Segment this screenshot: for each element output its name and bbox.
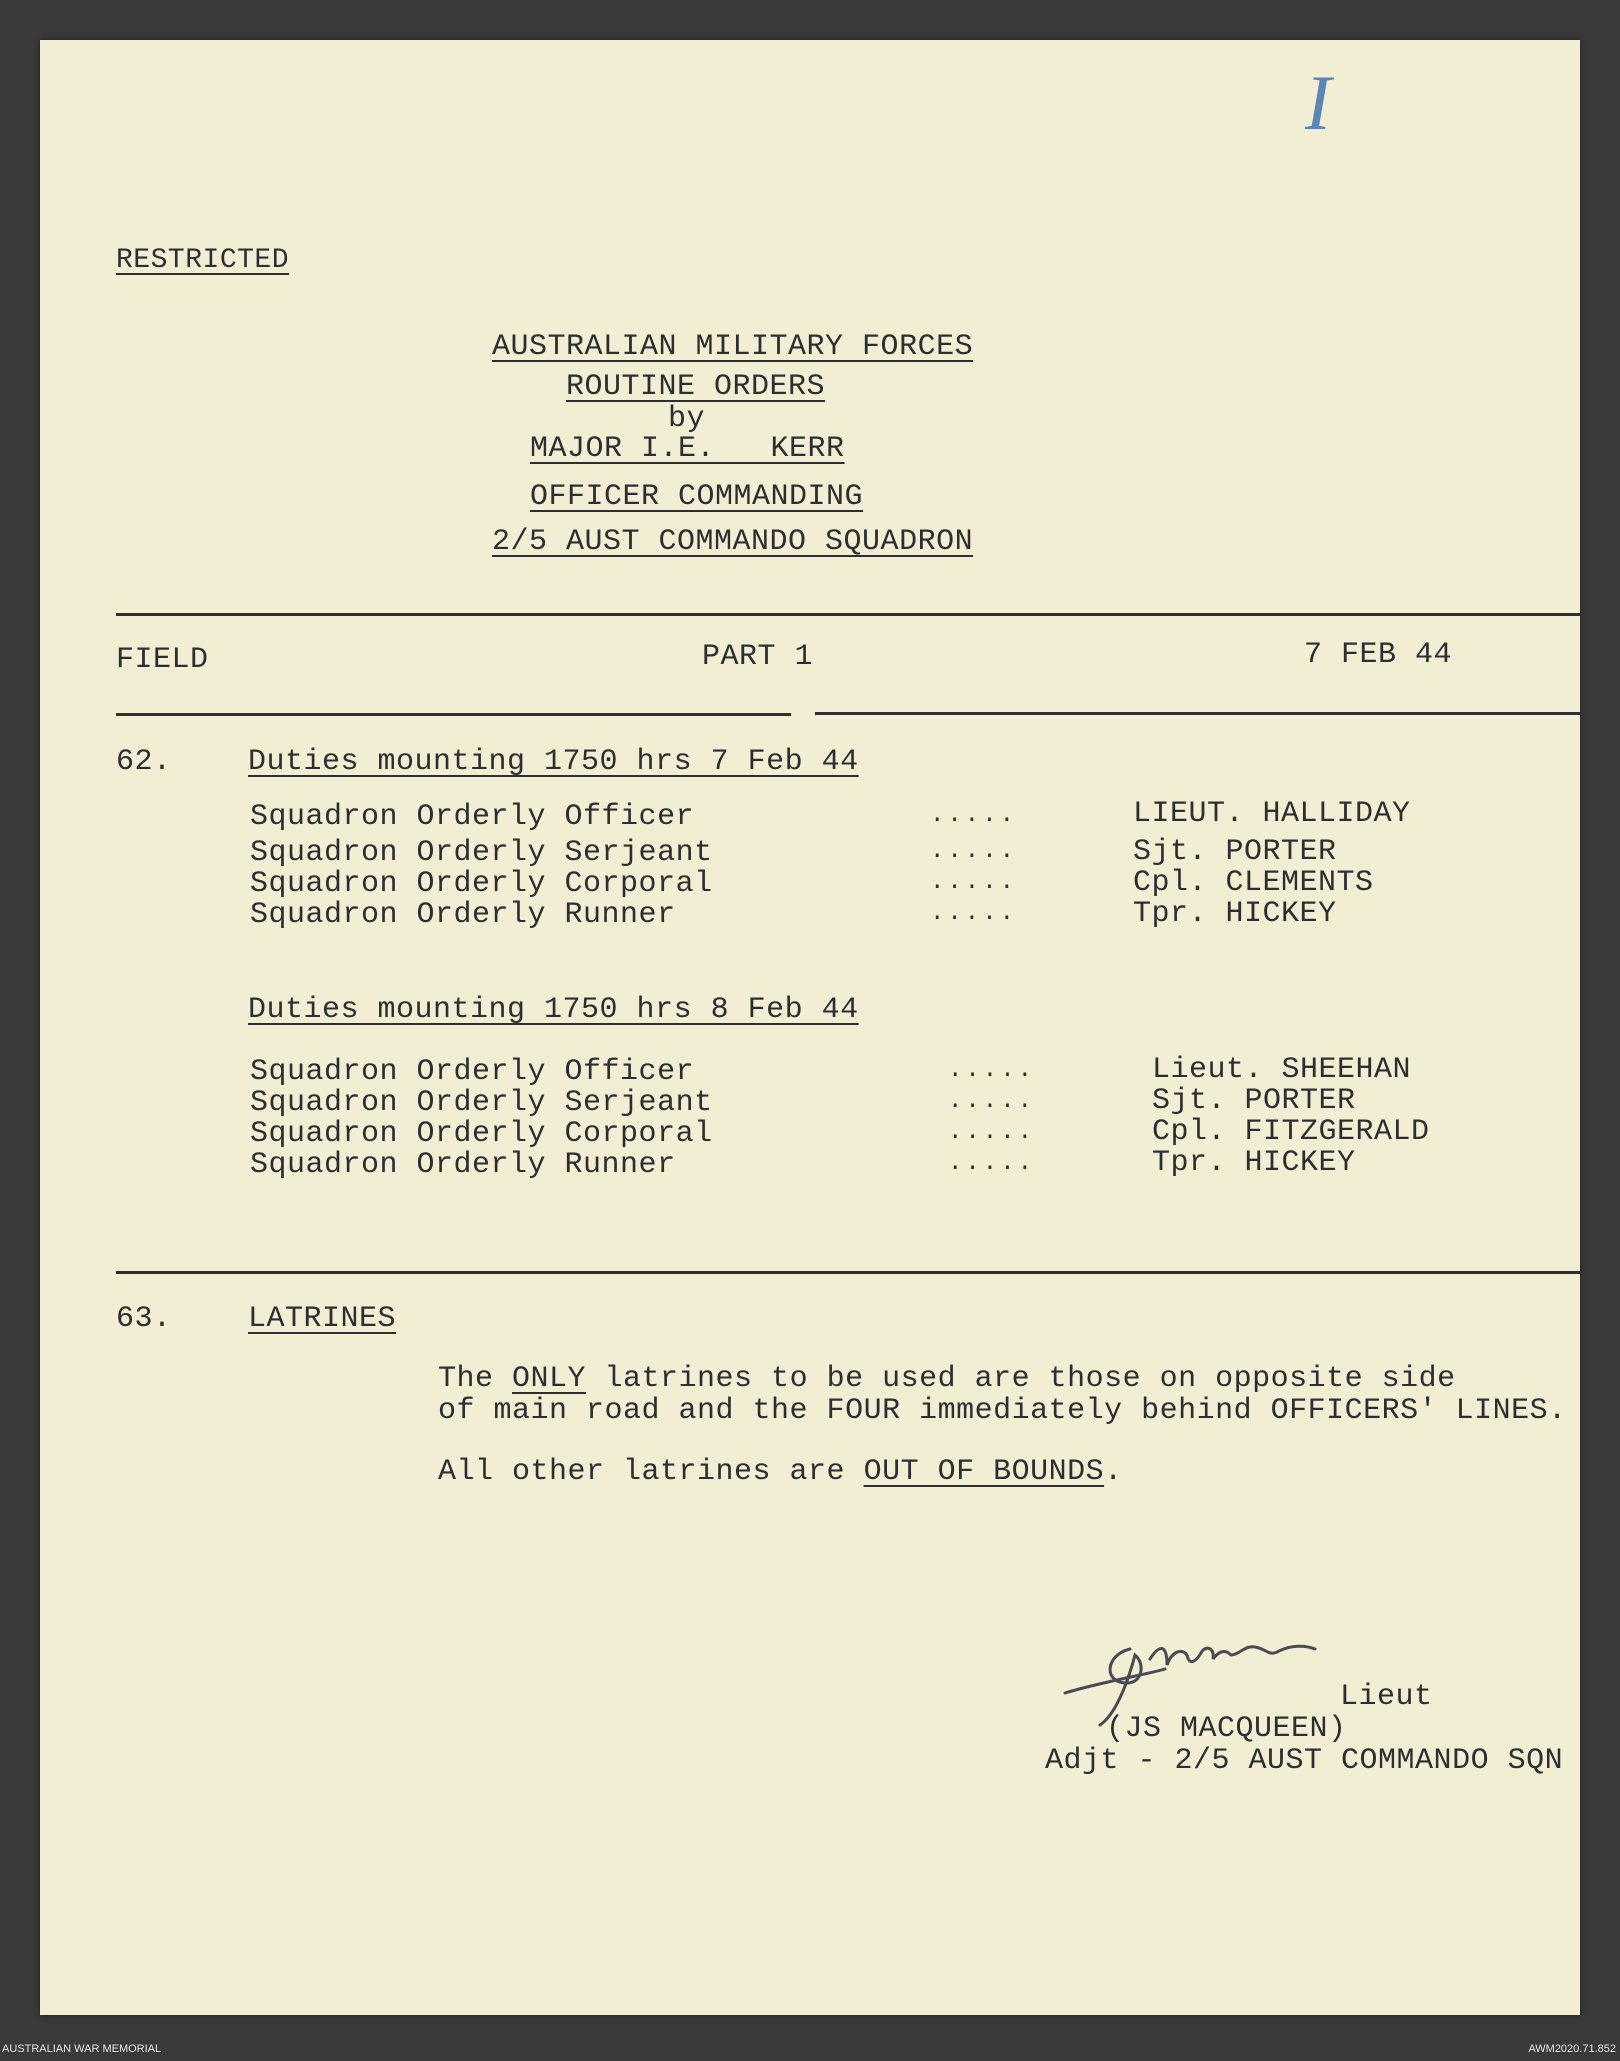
duty-name: Sjt. PORTER <box>1152 1084 1356 1118</box>
heading-line-2: ROUTINE ORDERS <box>566 370 826 404</box>
text-run: The <box>438 1362 513 1396</box>
duty-role: Squadron Orderly Corporal <box>250 1117 713 1151</box>
signatory-name: (JS MACQUEEN) <box>1106 1712 1347 1746</box>
text-run-emphasis: OUT OF BOUNDS <box>863 1455 1105 1489</box>
heading-line-5: OFFICER COMMANDING <box>530 480 864 514</box>
latrines-paragraph-2 <box>438 1455 1123 1489</box>
rule-mid-left <box>116 713 791 716</box>
document-page <box>40 40 1580 2015</box>
leader-dots: ..... <box>930 900 1018 927</box>
duty-role: Squadron Orderly Officer <box>250 1055 695 1089</box>
duty-name: Cpl. FITZGERALD <box>1152 1115 1430 1149</box>
duty-role: Squadron Orderly Runner <box>250 898 676 932</box>
latrines-paragraph-1-line-1 <box>438 1362 1456 1396</box>
order-number-62: 62. <box>116 745 172 779</box>
heading-line-6: 2/5 AUST COMMANDO SQUADRON <box>492 525 974 559</box>
signatory-appointment: Adjt - 2/5 AUST COMMANDO SQN <box>1045 1744 1564 1778</box>
classification-label: RESTRICTED <box>116 245 290 276</box>
duty-name: Lieut. SHEEHAN <box>1152 1053 1412 1087</box>
text-run-emphasis: ONLY <box>512 1362 587 1396</box>
latrines-paragraph-1-line-2: of main road and the FOUR immediately behind OFFICERS' LINES. <box>438 1394 1567 1428</box>
duty-title-2: Duties mounting 1750 hrs 8 Feb 44 <box>248 993 859 1027</box>
signatory-rank: Lieut <box>1340 1680 1433 1714</box>
heading-line-3: by <box>668 402 706 436</box>
leader-dots: ..... <box>948 1088 1036 1115</box>
duty-name: Tpr. HICKEY <box>1133 897 1337 931</box>
heading-line-1: AUSTRALIAN MILITARY FORCES <box>492 330 974 364</box>
text-run: . <box>1104 1455 1123 1489</box>
order-title-latrines: LATRINES <box>248 1302 397 1336</box>
text-run: All other latrines are <box>438 1455 864 1489</box>
order-number-63: 63. <box>116 1302 172 1336</box>
footer-archive-name: AUSTRALIAN WAR MEMORIAL <box>2 2043 162 2055</box>
rule-top <box>116 613 1580 616</box>
duty-name: LIEUT. HALLIDAY <box>1133 797 1411 831</box>
duty-role: Squadron Orderly Officer <box>250 800 695 834</box>
text-run: latrines to be used are those on opposite side <box>586 1362 1456 1396</box>
duty-name: Tpr. HICKEY <box>1152 1146 1356 1180</box>
page-mark: I <box>1305 59 1331 146</box>
order-date: 7 FEB 44 <box>1304 638 1453 672</box>
leader-dots: ..... <box>930 838 1018 865</box>
leader-dots: ..... <box>948 1150 1036 1177</box>
part-label: PART 1 <box>702 640 814 674</box>
leader-dots: ..... <box>930 869 1018 896</box>
duty-title-1: Duties mounting 1750 hrs 7 Feb 44 <box>248 745 859 779</box>
footer-item-id: AWM2020.71.852 <box>1528 2043 1616 2055</box>
location-label: FIELD <box>116 643 209 677</box>
duty-role: Squadron Orderly Corporal <box>250 867 713 901</box>
leader-dots: ..... <box>930 802 1018 829</box>
duty-role: Squadron Orderly Serjeant <box>250 836 713 870</box>
leader-dots: ..... <box>948 1119 1036 1146</box>
duty-name: Sjt. PORTER <box>1133 835 1337 869</box>
heading-line-4: MAJOR I.E. KERR <box>530 432 845 466</box>
duty-role: Squadron Orderly Serjeant <box>250 1086 713 1120</box>
duty-role: Squadron Orderly Runner <box>250 1148 676 1182</box>
rule-lower <box>116 1271 1580 1274</box>
duty-name: Cpl. CLEMENTS <box>1133 866 1374 900</box>
rule-mid-right <box>815 712 1580 715</box>
leader-dots: ..... <box>948 1057 1036 1084</box>
